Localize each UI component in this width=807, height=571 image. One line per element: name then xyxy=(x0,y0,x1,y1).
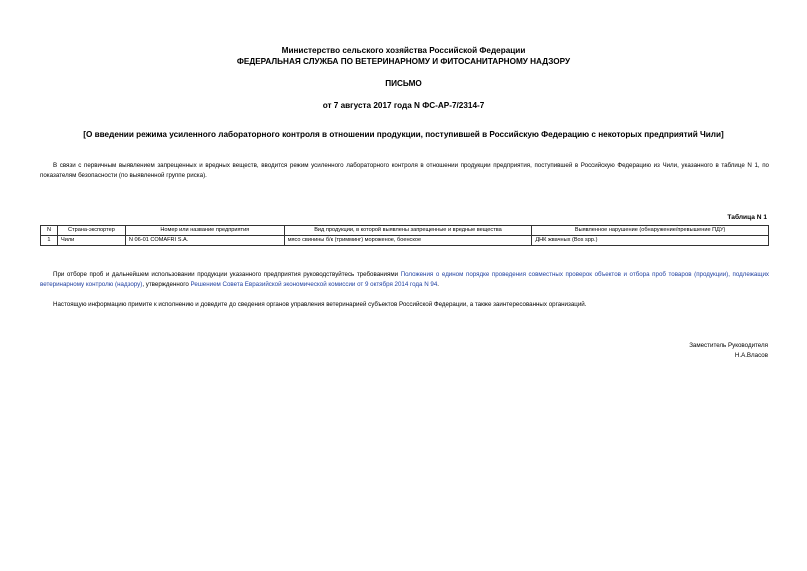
requirements-paragraph xyxy=(40,270,769,290)
document-type: ПИСЬМО xyxy=(385,79,422,88)
signer-name: Н.А.Власов xyxy=(734,352,768,359)
requirements-text-start: При отборе проб и дальнейшем использовании продукции указанного предприятия руководствуйтесь требованиями xyxy=(53,271,401,278)
requirements-text-end: . xyxy=(437,281,440,288)
col-header-number: N xyxy=(41,226,58,236)
intro-paragraph: В связи с первичным выявлением запрещенных и вредных веществ, вводится режим усиленного лабораторного контроля в отношении продукции предприятия, поступившей в Российскую Федерацию из Чили, указанного в таблице N 1, по показателям безопасности (по выявленной группе риска). xyxy=(40,162,769,179)
document-date-number: от 7 августа 2017 года N ФС-АР-7/2314-7 xyxy=(322,101,485,110)
ministry-name: Министерство сельского хозяйства Российской Федерации xyxy=(281,46,526,55)
requirements-text-middle: , утвержденного xyxy=(142,281,191,288)
decision-link[interactable]: Решением Совета Евразийской экономической комиссии от 9 октября 2014 года N 94 xyxy=(190,281,438,288)
col-header-product: Вид продукции, в которой выявлены запрещенные и вредные вещества xyxy=(284,226,532,236)
signer-position: Заместитель Руководителя xyxy=(689,342,768,349)
col-header-enterprise: Номер или название предприятия xyxy=(125,226,284,236)
table-caption: Таблица N 1 xyxy=(727,214,767,221)
cell-number: 1 xyxy=(41,236,58,246)
cell-enterprise: N 06-01 COMAFRI S.A. xyxy=(125,236,284,246)
service-name: ФЕДЕРАЛЬНАЯ СЛУЖБА ПО ВЕТЕРИНАРНОМУ И ФИТОСАНИТАРНОМУ НАДЗОРУ xyxy=(236,57,571,66)
violations-table xyxy=(40,225,769,246)
col-header-country: Страна-экспортер xyxy=(57,226,125,236)
col-header-violation: Выявленное нарушение (обнаружение/превышение ПДУ) xyxy=(532,226,769,236)
cell-country: Чили xyxy=(57,236,125,246)
table-header-row xyxy=(41,226,769,236)
cell-product: мясо свинины б/к (тримминг) мороженое, боенское xyxy=(284,236,532,246)
cell-violation: ДНК жвачных (Bos spp.) xyxy=(532,236,769,246)
document-title: [О введении режима усиленного лабораторного контроля в отношении продукции, поступившей в Российскую Федерацию с некоторых предприятий Чили] xyxy=(83,130,724,139)
table-row xyxy=(41,236,769,246)
regulation-link[interactable]: Положения о едином порядке проведения совместных проверок объектов и отбора проб товаров (продукции), подлежащих ветеринарному контролю (надзору) xyxy=(40,271,769,288)
closing-paragraph: Настоящую информацию примите к исполнению и доведите до сведения органов управления ветеринарией субъектов Российской Федерации, а также заинтересованных организаций. xyxy=(53,301,587,308)
